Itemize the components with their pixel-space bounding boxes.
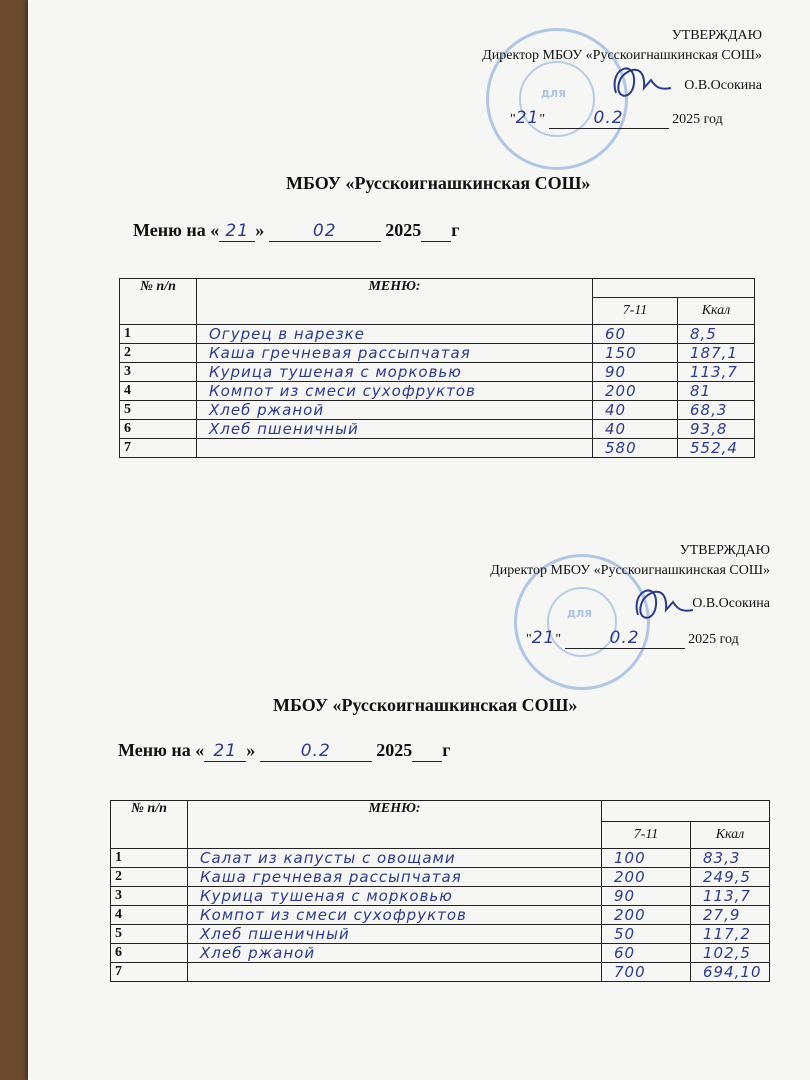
portion-grams: 200 — [593, 382, 678, 401]
menu-day: 21 — [204, 741, 246, 762]
dish-name: Салат из капусты с овощами — [188, 849, 602, 868]
col-num-header: № п/п — [120, 279, 197, 325]
col-num-header: № п/п — [111, 801, 188, 849]
kcal-value: 68,3 — [678, 401, 755, 420]
dish-name: Курица тушеная с морковью — [188, 887, 602, 906]
kcal-value: 694,10 — [691, 963, 770, 982]
menu-date-line — [133, 220, 459, 242]
portion-grams: 40 — [593, 401, 678, 420]
director-title: Директор МБОУ «Русскоигнашкинская СОШ» — [482, 48, 762, 63]
approve-date: "21" 0.2 2025 год — [510, 108, 723, 128]
table-row — [120, 401, 755, 420]
portion-grams: 100 — [602, 849, 691, 868]
director-name: О.В.Осокина — [684, 78, 762, 93]
table-row — [111, 925, 770, 944]
approve-date: "21" 0.2 2025 год — [526, 628, 739, 648]
school-title: МБОУ «Русскоигнашкинская СОШ» — [286, 173, 591, 193]
col-menu-header: МЕНЮ: — [197, 279, 593, 325]
portion-grams: 40 — [593, 420, 678, 439]
menu-day: 21 — [219, 221, 255, 242]
kcal-value: 552,4 — [678, 439, 755, 458]
table-row — [111, 849, 770, 868]
portion-grams: 90 — [593, 363, 678, 382]
dish-name: Хлеб ржаной — [188, 944, 602, 963]
row-number: 5 — [120, 401, 197, 420]
menu-year: 2025 — [385, 220, 422, 240]
row-number: 6 — [111, 944, 188, 963]
date-month: 0.2 — [565, 628, 685, 649]
date-month: 0.2 — [549, 108, 669, 129]
portion-grams: 90 — [602, 887, 691, 906]
menu-table — [119, 278, 755, 458]
kcal-value: 27,9 — [691, 906, 770, 925]
portion-grams: 50 — [602, 925, 691, 944]
dish-name: Каша гречневая рассыпчатая — [188, 868, 602, 887]
kcal-value: 117,2 — [691, 925, 770, 944]
table-row — [120, 344, 755, 363]
dish-name: Каша гречневая рассыпчатая — [197, 344, 593, 363]
kcal-value: 187,1 — [678, 344, 755, 363]
row-number: 1 — [120, 325, 197, 344]
portion-grams: 150 — [593, 344, 678, 363]
row-number: 4 — [111, 906, 188, 925]
menu-year: 2025 — [376, 740, 413, 760]
table-row — [111, 906, 770, 925]
col-age-header: 7-11 — [593, 298, 678, 325]
date-suffix: год — [703, 112, 723, 127]
kcal-value: 249,5 — [691, 868, 770, 887]
menu-month: 0.2 — [260, 741, 372, 762]
kcal-value: 93,8 — [678, 420, 755, 439]
col-age-header: 7-11 — [602, 822, 691, 849]
portion-grams: 200 — [602, 868, 691, 887]
director-signature — [628, 580, 698, 630]
col-kcal-header: Ккал — [691, 822, 770, 849]
kcal-value: 113,7 — [678, 363, 755, 382]
dish-name — [197, 439, 593, 458]
approve-label: УТВЕРЖДАЮ — [679, 543, 770, 558]
kcal-value: 81 — [678, 382, 755, 401]
table-row — [120, 420, 755, 439]
row-number: 3 — [111, 887, 188, 906]
menu-prefix: Меню на « — [118, 740, 205, 760]
row-number: 4 — [120, 382, 197, 401]
dish-name: Хлеб пшеничный — [188, 925, 602, 944]
director-signature — [606, 58, 676, 108]
dish-name: Хлеб пшеничный — [197, 420, 593, 439]
director-name: О.В.Осокина — [692, 596, 770, 611]
portion-grams: 60 — [602, 944, 691, 963]
table-row — [111, 944, 770, 963]
menu-suffix: г — [442, 740, 451, 760]
kcal-value: 83,3 — [691, 849, 770, 868]
table-row — [111, 868, 770, 887]
date-day: 21 — [531, 628, 556, 648]
director-title: Директор МБОУ «Русскоигнашкинская СОШ» — [490, 563, 770, 578]
dish-name — [188, 963, 602, 982]
table-row — [120, 439, 755, 458]
row-number: 1 — [111, 849, 188, 868]
menu-close: » — [246, 740, 260, 760]
menu-prefix: Меню на « — [133, 220, 220, 240]
menu-close: » — [255, 220, 269, 240]
table-row — [120, 363, 755, 382]
row-number: 7 — [111, 963, 188, 982]
school-title: МБОУ «Русскоигнашкинская СОШ» — [273, 695, 578, 715]
date-suffix: год — [719, 632, 739, 647]
date-day: 21 — [515, 108, 540, 128]
portion-grams: 200 — [602, 906, 691, 925]
menu-date-line — [118, 740, 450, 762]
dish-name: Компот из смеси сухофруктов — [197, 382, 593, 401]
document-page — [28, 0, 810, 1080]
dish-name: Курица тушеная с морковью — [197, 363, 593, 382]
dish-name: Хлеб ржаной — [197, 401, 593, 420]
table-row — [120, 382, 755, 401]
kcal-value: 113,7 — [691, 887, 770, 906]
portion-grams: 700 — [602, 963, 691, 982]
portion-grams: 580 — [593, 439, 678, 458]
kcal-value: 8,5 — [678, 325, 755, 344]
row-number: 5 — [111, 925, 188, 944]
row-number: 2 — [111, 868, 188, 887]
row-number: 3 — [120, 363, 197, 382]
table-row — [111, 887, 770, 906]
col-menu-header: МЕНЮ: — [188, 801, 602, 849]
col-kcal-header: Ккал — [678, 298, 755, 325]
menu-suffix: г — [451, 220, 460, 240]
dish-name: Компот из смеси сухофруктов — [188, 906, 602, 925]
dish-name: Огурец в нарезке — [197, 325, 593, 344]
portion-grams: 60 — [593, 325, 678, 344]
school-stamp: ДЛЯ — [486, 28, 628, 170]
row-number: 7 — [120, 439, 197, 458]
row-number: 6 — [120, 420, 197, 439]
approve-label: УТВЕРЖДАЮ — [671, 28, 762, 43]
date-year: 2025 — [672, 112, 701, 127]
menu-table — [110, 800, 770, 982]
table-row — [111, 963, 770, 982]
kcal-value: 102,5 — [691, 944, 770, 963]
table-row — [120, 325, 755, 344]
date-year: 2025 — [688, 632, 717, 647]
menu-month: 02 — [269, 221, 381, 242]
school-stamp: ДЛЯ — [514, 554, 650, 690]
row-number: 2 — [120, 344, 197, 363]
